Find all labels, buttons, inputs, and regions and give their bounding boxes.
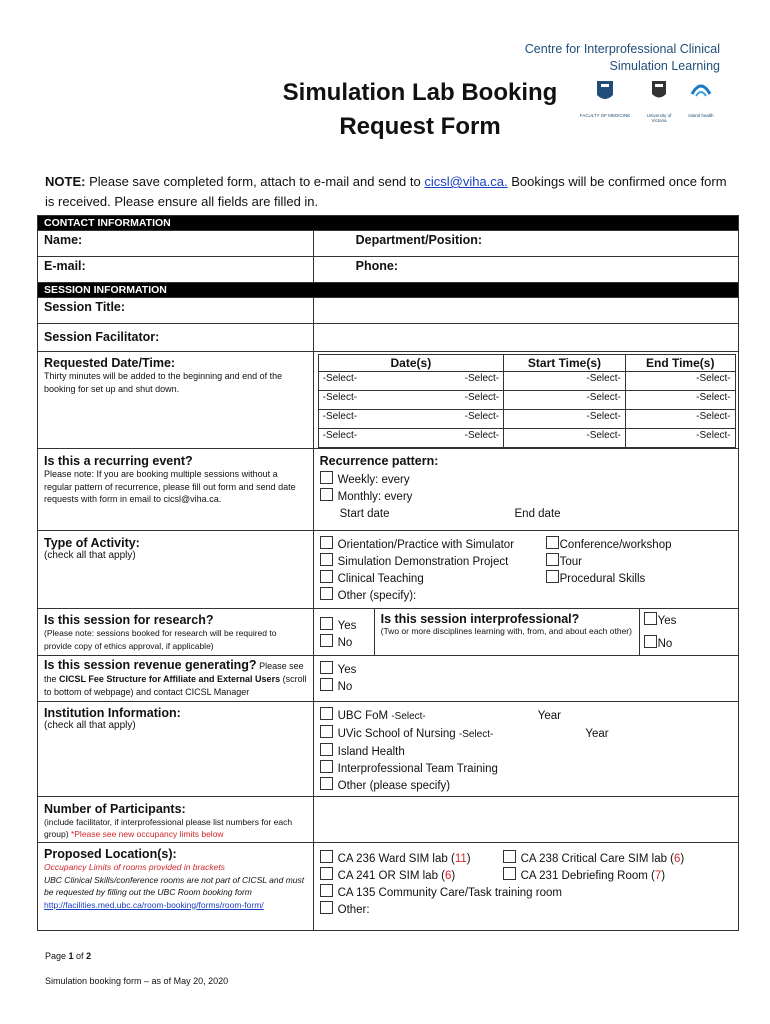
participants-cell: Number of Participants: (include facilitator, if interprofessional please list numbers for each group) *Please see new occupancy limits below xyxy=(38,797,314,843)
island-health-logo: island health xyxy=(678,78,724,118)
institution-options: UBC FoM -Select- Year UVic School of Nursing -Select- Year Island Health Interprofessional Team Training Other (please specify) xyxy=(313,702,738,797)
contact-section-header: CONTACT INFORMATION xyxy=(38,216,739,231)
room-checkbox[interactable] xyxy=(503,867,516,880)
page-number: Page 1 of 2 xyxy=(45,951,92,961)
start-time-header: Start Time(s) xyxy=(504,355,626,372)
session-facilitator-label: Session Facilitator: xyxy=(38,324,314,352)
interprofessional-no-checkbox[interactable] xyxy=(644,635,657,648)
monthly-checkbox[interactable] xyxy=(320,488,333,501)
page-title: Simulation Lab Booking Request Form xyxy=(282,79,558,140)
university-of-victoria-logo: University of Victoria xyxy=(642,78,676,123)
room-checkbox[interactable] xyxy=(320,850,333,863)
instructions-note: NOTE: Please save completed form, attach to e-mail and send to cicsl@viha.ca. Bookings will be confirmed once form is received. Please ensure all fields are filled in. xyxy=(45,174,727,209)
interprofessional-yes-checkbox[interactable] xyxy=(644,612,657,625)
revenue-no-checkbox[interactable] xyxy=(320,678,333,691)
research-options: Yes No Is this session interprofessional? (Two or more disciplines learning with, from, and about each other) Yes No xyxy=(313,609,738,656)
room-checkbox[interactable] xyxy=(503,850,516,863)
datetime-grid xyxy=(313,352,738,449)
end-time-select[interactable]: -Select- xyxy=(625,372,735,391)
room-booking-link[interactable]: http://facilities.med.ubc.ca/room-booking/forms/room-form/ xyxy=(44,899,264,910)
activity-checkbox[interactable] xyxy=(546,536,559,549)
end-date-field[interactable]: End date xyxy=(514,508,561,520)
weekly-checkbox[interactable] xyxy=(320,471,333,484)
email-link[interactable]: cicsl@viha.ca. xyxy=(424,174,508,189)
date-select[interactable]: -Select- -Select- xyxy=(318,410,503,429)
activity-type-cell: Type of Activity: (check all that apply) xyxy=(38,531,314,609)
uvic-year-select[interactable]: -Select- xyxy=(458,729,494,740)
revenue-options: Yes No xyxy=(313,656,738,702)
org-name: Centre for Interprofessional Clinical Simulation Learning xyxy=(524,42,720,73)
research-cell: Is this session for research? (Please note: sessions booked for research will be required to provide copy of ethics approval, if applicable) xyxy=(38,609,314,656)
form-version: Simulation booking form – as of May 20, 2020 xyxy=(45,976,229,986)
date-select[interactable]: -Select- -Select- xyxy=(318,372,503,391)
room-checkbox[interactable] xyxy=(320,901,333,914)
end-time-select[interactable]: -Select- xyxy=(625,429,735,448)
booking-form xyxy=(37,215,739,931)
faculty-of-medicine-logo: FACULTY OF MEDICINE xyxy=(575,78,635,118)
activity-checkbox[interactable] xyxy=(320,570,333,583)
email-field[interactable]: E-mail: xyxy=(38,257,314,283)
session-section-header: SESSION INFORMATION xyxy=(38,283,739,298)
ubc-year-select[interactable]: -Select- xyxy=(391,711,426,722)
institution-checkbox[interactable] xyxy=(320,760,333,773)
logo-strip xyxy=(570,78,730,123)
end-time-select[interactable]: -Select- xyxy=(625,410,735,429)
activity-checkbox[interactable] xyxy=(546,570,559,583)
start-time-select[interactable]: -Select- xyxy=(504,429,626,448)
dates-header: Date(s) xyxy=(318,355,503,372)
location-options: CA 236 Ward SIM lab (11) CA 241 OR SIM lab (6) CA 238 Critical Care SIM lab (6) CA 231 Debriefing Room (7) CA 135 Community Care/Task training room Other: xyxy=(313,843,738,931)
activity-checkbox[interactable] xyxy=(320,587,333,600)
activity-checkbox[interactable] xyxy=(546,553,559,566)
activity-checkbox[interactable] xyxy=(320,536,333,549)
institution-checkbox[interactable] xyxy=(320,777,333,790)
requested-datetime-cell: Requested Date/Time: Thirty minutes will be added to the beginning and end of the booking for set up and shut down. xyxy=(38,352,314,449)
uvic-checkbox[interactable] xyxy=(320,725,333,738)
participants-input[interactable] xyxy=(313,797,738,843)
phone-field[interactable]: Phone: xyxy=(313,257,738,283)
location-cell: Proposed Location(s): Occupancy Limits of rooms provided in brackets UBC Clinical Skills/conference rooms are not part of CICSL and must be requested by filling out the UBC Room booking form http://facilities.med.ubc.ca/room-booking/forms/room-form/ xyxy=(38,843,314,931)
end-time-select[interactable]: -Select- xyxy=(625,391,735,410)
activity-checkbox[interactable] xyxy=(320,553,333,566)
session-title-input[interactable] xyxy=(313,298,738,324)
revenue-yes-checkbox[interactable] xyxy=(320,661,333,674)
recurring-cell: Is this a recurring event? Please note: If you are booking multiple sessions without a regular pattern of recurrence, please fill out form and send date requests with form in email to cicsl@viha.ca. xyxy=(38,449,314,531)
start-date-field[interactable]: Start date xyxy=(339,508,390,520)
session-title-label: Session Title: xyxy=(38,298,314,324)
end-time-header: End Time(s) xyxy=(625,355,735,372)
room-checkbox[interactable] xyxy=(320,884,333,897)
ubc-checkbox[interactable] xyxy=(320,707,333,720)
name-field[interactable]: Name: xyxy=(38,231,314,257)
start-time-select[interactable]: -Select- xyxy=(504,391,626,410)
department-field[interactable]: Department/Position: xyxy=(313,231,738,257)
research-yes-checkbox[interactable] xyxy=(320,617,333,630)
revenue-cell: Is this session revenue generating? Please see the CICSL Fee Structure for Affiliate and External Users (scroll to bottom of webpage) and contact CICSL Manager xyxy=(38,656,314,702)
recurrence-pattern-cell: Recurrence pattern: Weekly: every Monthly: every Start date End date xyxy=(313,449,738,531)
start-time-select[interactable]: -Select- xyxy=(504,372,626,391)
institution-cell: Institution Information: (check all that apply) xyxy=(38,702,314,797)
date-select[interactable]: -Select- -Select- xyxy=(318,429,503,448)
date-select[interactable]: -Select- -Select- xyxy=(318,391,503,410)
activity-options: Orientation/Practice with Simulator Simulation Demonstration Project Clinical Teaching Other (specify): Conference/workshop Tour Procedural Skills xyxy=(313,531,738,609)
research-no-checkbox[interactable] xyxy=(320,634,333,647)
institution-checkbox[interactable] xyxy=(320,743,333,756)
room-checkbox[interactable] xyxy=(320,867,333,880)
session-facilitator-input[interactable] xyxy=(313,324,738,352)
start-time-select[interactable]: -Select- xyxy=(504,410,626,429)
